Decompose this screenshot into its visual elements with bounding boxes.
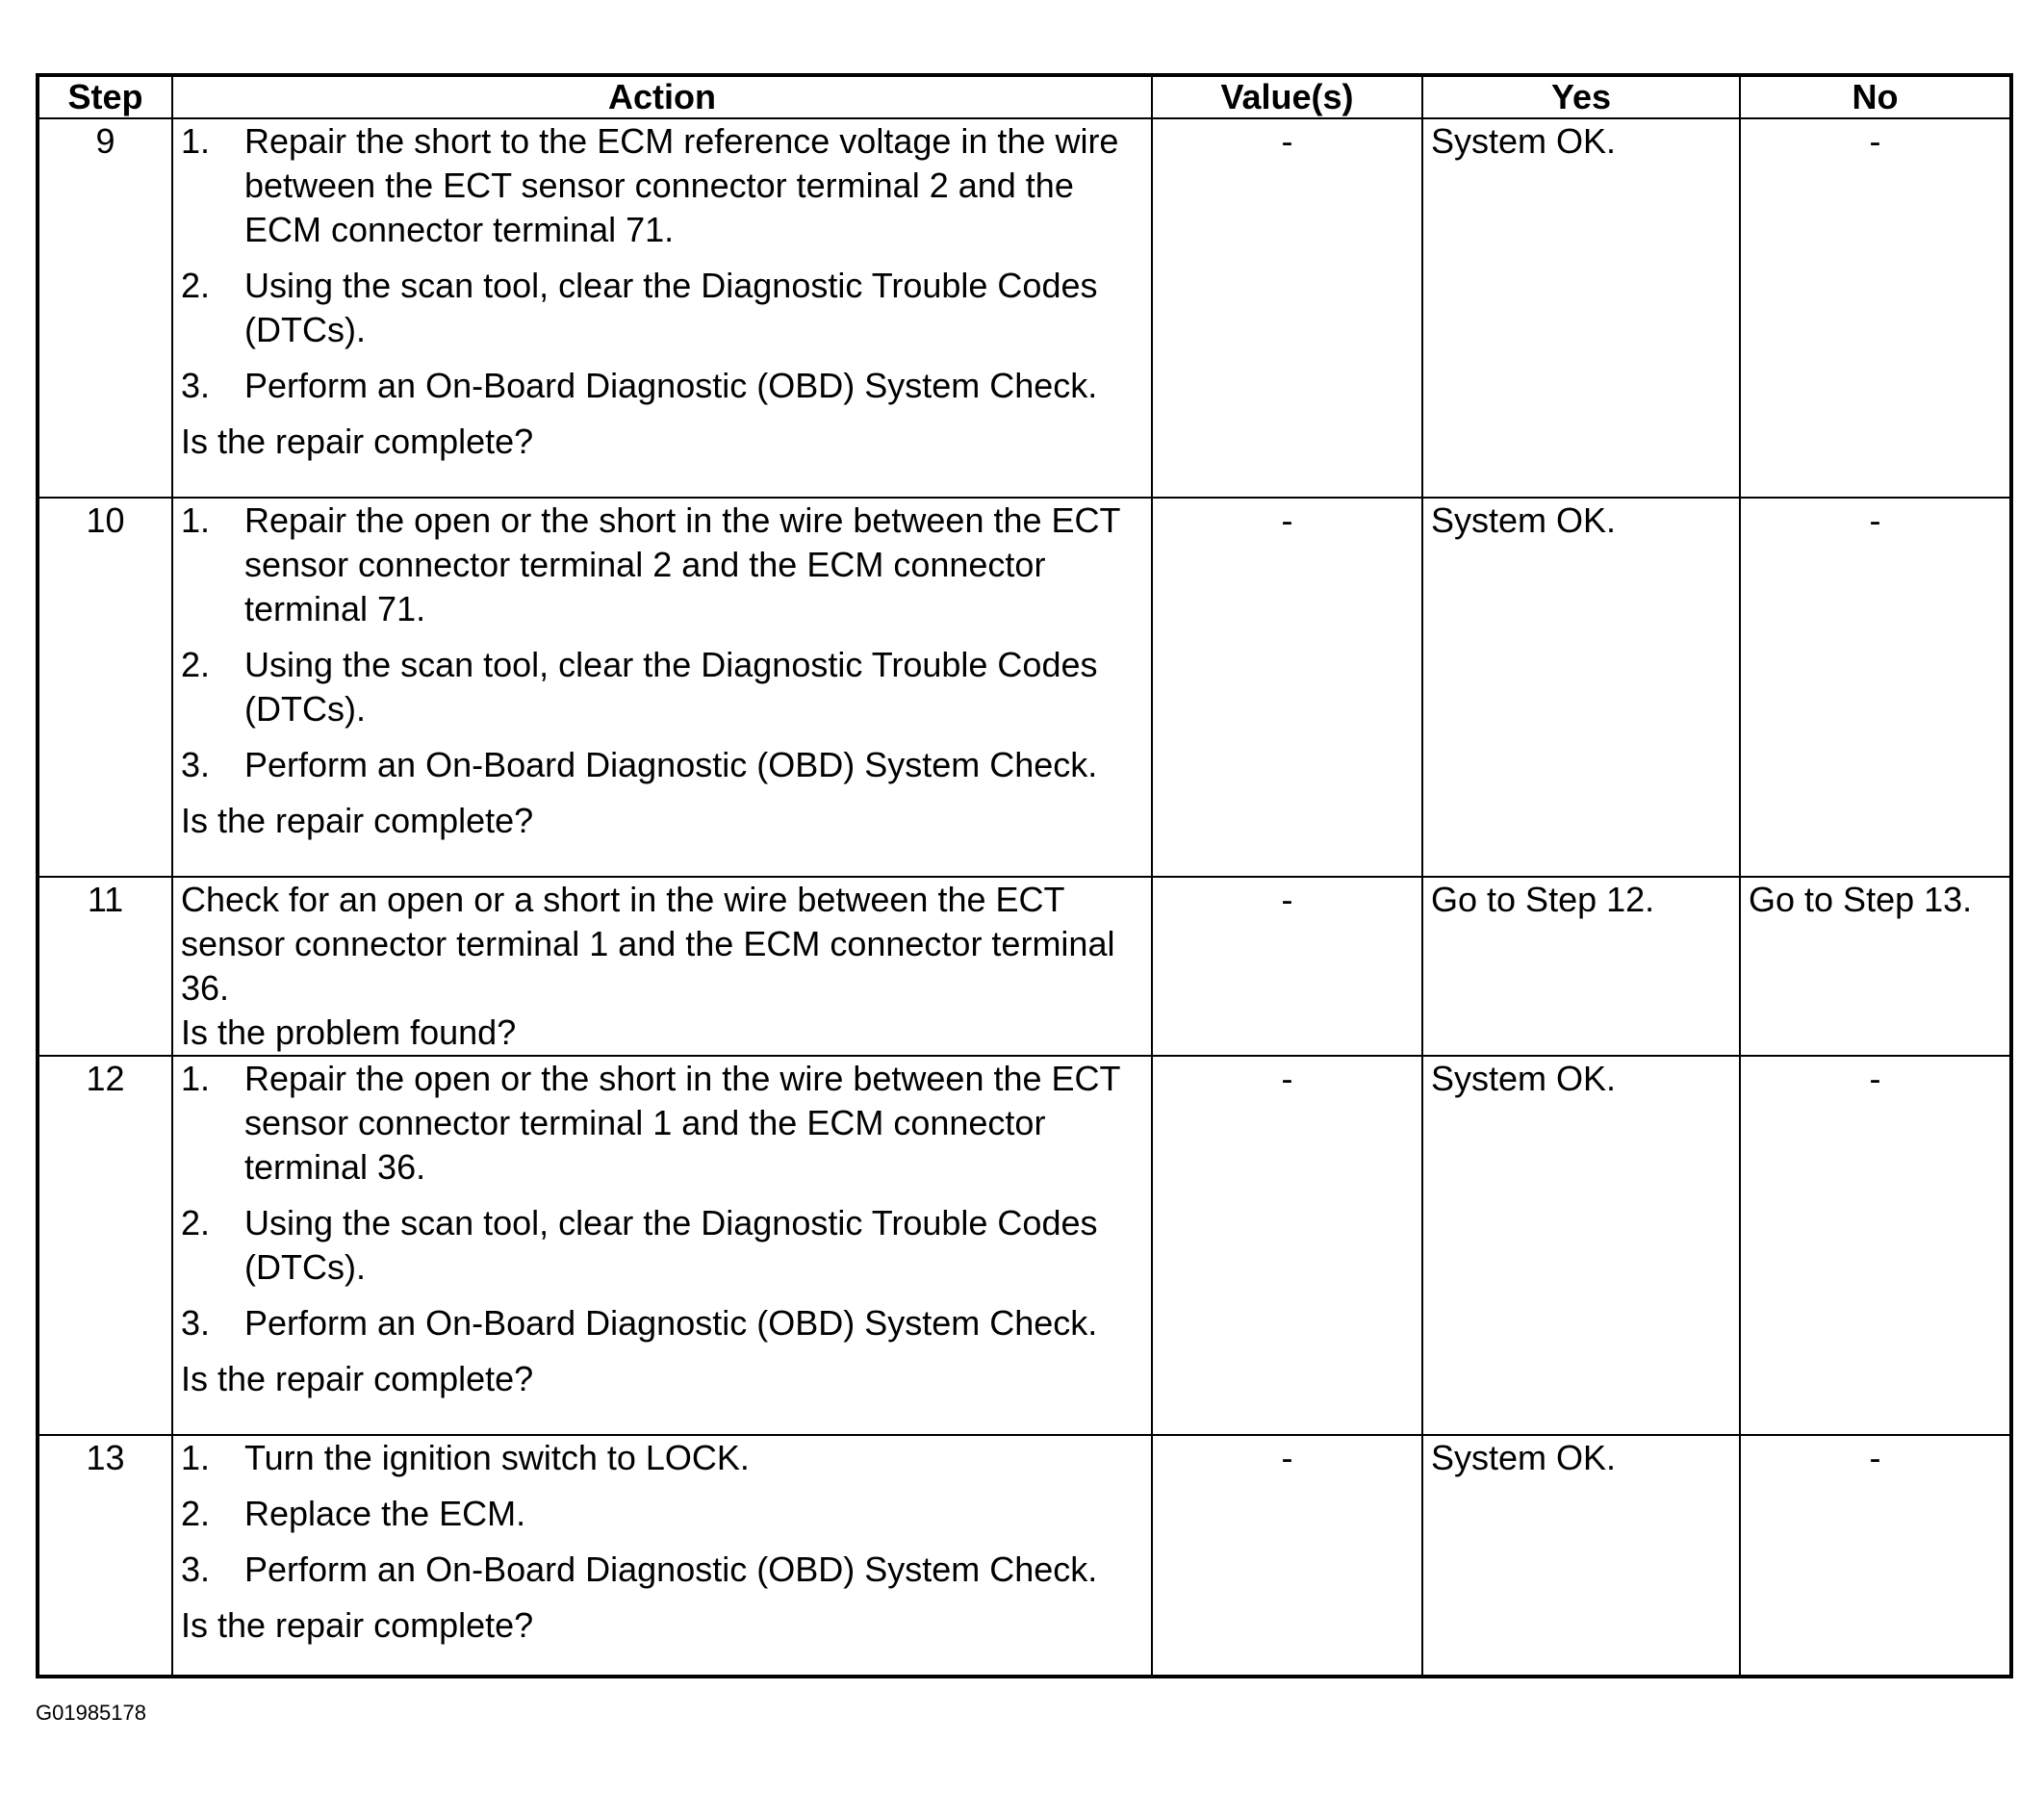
action-text: Check for an open or a short in the wire between the ECT sensor connector terminal 1 and the ECM connector terminal 36. bbox=[181, 880, 1115, 1008]
yes-cell: Go to Step 12. bbox=[1422, 877, 1740, 1056]
no-cell: Go to Step 13. bbox=[1740, 877, 2011, 1056]
values-cell: - bbox=[1152, 877, 1422, 1056]
header-step: Step bbox=[38, 75, 172, 118]
yes-cell: System OK. bbox=[1422, 1056, 1740, 1435]
step-number: 11 bbox=[38, 877, 172, 1056]
action-cell bbox=[172, 1435, 1152, 1677]
action-question: Is the problem found? bbox=[181, 1012, 517, 1052]
action-cell bbox=[172, 498, 1152, 877]
table-row bbox=[38, 1435, 2011, 1677]
action-item: 1. Repair the open or the short in the wire between the ECT sensor connector terminal 2 and the ECM connector terminal 71. bbox=[181, 500, 1120, 628]
step-number: 9 bbox=[38, 118, 172, 498]
action-question: Is the repair complete? bbox=[181, 1359, 534, 1398]
diagnostic-table bbox=[36, 73, 2013, 1678]
header-values: Value(s) bbox=[1152, 75, 1422, 118]
no-cell: - bbox=[1740, 498, 2011, 877]
header-yes: Yes bbox=[1422, 75, 1740, 118]
figure-id: G01985178 bbox=[36, 1701, 146, 1725]
action-item: 2. Using the scan tool, clear the Diagnostic Trouble Codes (DTCs). bbox=[181, 645, 1098, 729]
action-question: Is the repair complete? bbox=[181, 1605, 534, 1645]
action-item: 2. Using the scan tool, clear the Diagnostic Trouble Codes (DTCs). bbox=[181, 1203, 1098, 1287]
yes-cell: System OK. bbox=[1422, 118, 1740, 498]
table-row bbox=[38, 118, 2011, 498]
action-item: 3. Perform an On-Board Diagnostic (OBD) System Check. bbox=[181, 366, 1098, 405]
action-list bbox=[181, 1436, 1143, 1592]
table-row bbox=[38, 877, 2011, 1056]
action-list bbox=[181, 119, 1143, 408]
action-item: 3. Perform an On-Board Diagnostic (OBD) System Check. bbox=[181, 745, 1098, 784]
header-row bbox=[38, 75, 2011, 118]
no-cell: - bbox=[1740, 1056, 2011, 1435]
step-number: 10 bbox=[38, 498, 172, 877]
header-action: Action bbox=[172, 75, 1152, 118]
values-cell: - bbox=[1152, 1435, 1422, 1677]
action-list bbox=[181, 1057, 1143, 1345]
values-cell: - bbox=[1152, 498, 1422, 877]
step-number: 13 bbox=[38, 1435, 172, 1677]
action-item: 1. Repair the short to the ECM reference voltage in the wire between the ECT sensor connector terminal 2 and the ECM connector terminal 71. bbox=[181, 121, 1119, 249]
values-cell: - bbox=[1152, 118, 1422, 498]
action-item: 1. Turn the ignition switch to LOCK. bbox=[181, 1438, 750, 1477]
yes-cell: System OK. bbox=[1422, 1435, 1740, 1677]
table-row bbox=[38, 1056, 2011, 1435]
action-item: 3. Perform an On-Board Diagnostic (OBD) System Check. bbox=[181, 1550, 1098, 1589]
action-cell bbox=[172, 877, 1152, 1056]
no-cell: - bbox=[1740, 1435, 2011, 1677]
action-question: Is the repair complete? bbox=[181, 422, 534, 461]
action-item: 2. Replace the ECM. bbox=[181, 1494, 526, 1533]
action-question: Is the repair complete? bbox=[181, 801, 534, 840]
header-no: No bbox=[1740, 75, 2011, 118]
table-row bbox=[38, 498, 2011, 877]
action-item: 1. Repair the open or the short in the wire between the ECT sensor connector terminal 1 and the ECM connector terminal 36. bbox=[181, 1059, 1120, 1187]
no-cell: - bbox=[1740, 118, 2011, 498]
action-cell bbox=[172, 118, 1152, 498]
step-number: 12 bbox=[38, 1056, 172, 1435]
action-item: 3. Perform an On-Board Diagnostic (OBD) System Check. bbox=[181, 1303, 1098, 1343]
yes-cell: System OK. bbox=[1422, 498, 1740, 877]
values-cell: - bbox=[1152, 1056, 1422, 1435]
action-cell bbox=[172, 1056, 1152, 1435]
action-list bbox=[181, 499, 1143, 787]
action-item: 2. Using the scan tool, clear the Diagnostic Trouble Codes (DTCs). bbox=[181, 266, 1098, 349]
